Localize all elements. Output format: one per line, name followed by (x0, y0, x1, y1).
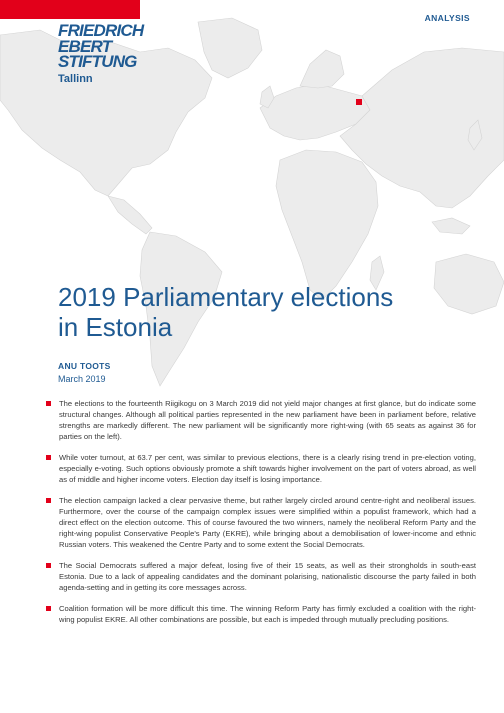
bullet-square-icon (46, 563, 51, 568)
logo-line-1: FRIEDRICH (58, 21, 144, 40)
section-label: ANALYSIS (424, 13, 470, 23)
fes-logo (58, 23, 143, 85)
logo-city: Tallinn (58, 72, 93, 85)
bullet-square-icon (46, 401, 51, 406)
list-item (46, 495, 476, 550)
bullet-text: While voter turnout, at 63.7 per cent, was similar to previous elections, there is a clearly rising trend in pre-election voting, especially e-voting. Such options obviously promote a shift towards higher involvement on the part of voters abroad, as well as of middle and higher income voters. Election day itself is losing importance. (59, 453, 476, 484)
list-item (46, 398, 476, 442)
summary-bullet-list (46, 398, 476, 635)
logo-line-2: EBERT (58, 36, 112, 56)
bullet-text: The election campaign lacked a clear pervasive theme, but rather largely circled around centre-right and neoliberal issues. Furthermore, over the course of the campaign complex issues were simplified within a populist framework, which had a direct effect on the election outcome. This of course favoured the two winners, namely the neoliberal Reform Party and the right-wing populist Conservative People's Party (EKRE), while bringing about a demobilisation of lower-income and ethnic Russian voters. This weakened the Centre Party and to some extent the Social Democrats. (59, 496, 476, 549)
list-item (46, 603, 476, 625)
bullet-square-icon (46, 498, 51, 503)
publication-date: March 2019 (58, 374, 106, 384)
title-line-1: 2019 Parliamentary elections (58, 282, 394, 312)
list-item (46, 452, 476, 485)
bullet-text: The Social Democrats suffered a major defeat, losing five of their 15 seats, as well as their strongholds in south-east Estonia. Due to a lack of appealing candidates and the dominant polarising, nationalistic discourse the party failed in both agenda-setting and in getting its core messages across. (59, 561, 476, 592)
bullet-text: The elections to the fourteenth Riigikogu on 3 March 2019 did not yield major changes at first glance, but do indicate some structural changes. Although all political parties represented in the new parliament have been in parliament before, relative strengths are markedly different. The new parliament will be significantly more right-wing (with 65 seats as against 36 for parties on the left). (59, 399, 476, 441)
author-name: ANU TOOTS (58, 361, 111, 371)
bullet-square-icon (46, 606, 51, 611)
bullet-square-icon (46, 455, 51, 460)
location-marker-icon (356, 99, 362, 105)
bullet-text: Coalition formation will be more difficult this time. The winning Reform Party has firmly excluded a coalition with the right-wing populist EKRE. All other combinations are possible, but each is impeded through mutually precluding positions. (59, 604, 476, 624)
brand-red-bar (0, 0, 140, 19)
list-item (46, 560, 476, 593)
title-line-2: in Estonia (58, 312, 173, 342)
logo-line-3: STIFTUNG (58, 52, 137, 71)
page-title (58, 282, 478, 342)
